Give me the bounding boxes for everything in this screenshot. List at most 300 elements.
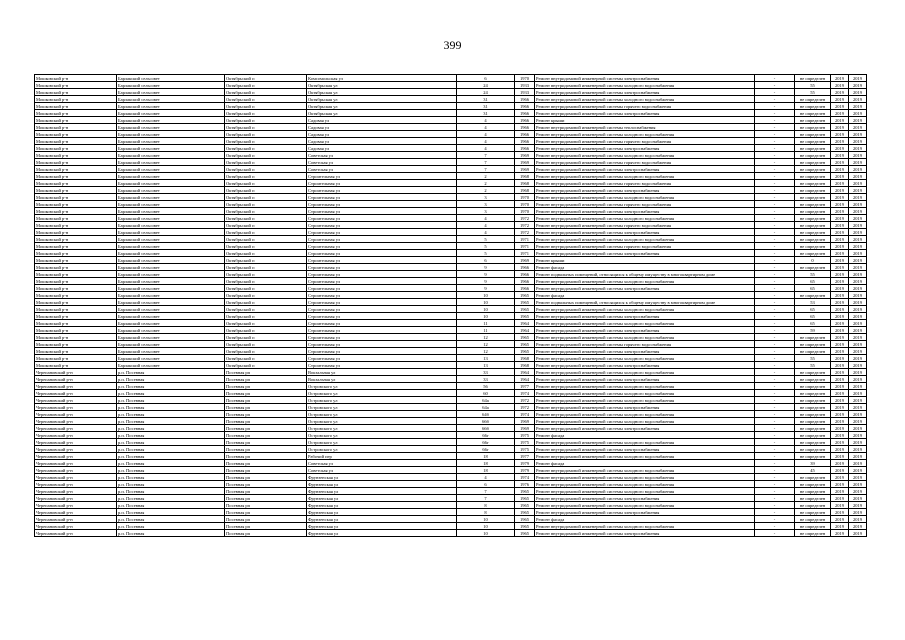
cell-year-from: 2019 bbox=[831, 285, 849, 292]
cell-street: Островского ул bbox=[307, 439, 457, 446]
cell-cost: - bbox=[755, 194, 795, 201]
cell-value: не определен bbox=[795, 243, 831, 250]
cell-year-to: 2019 bbox=[849, 341, 867, 348]
table-row bbox=[35, 474, 867, 481]
table-row bbox=[35, 320, 867, 327]
cell-street: Советская ул bbox=[307, 166, 457, 173]
cell-house: 4 bbox=[457, 474, 515, 481]
cell-work-type: Ремонт внутридомовой инженерной системы горячего водоснабжения bbox=[535, 159, 755, 166]
cell-year-to: 2019 bbox=[849, 460, 867, 467]
cell-year-from: 2019 bbox=[831, 341, 849, 348]
cell-value: не определен bbox=[795, 404, 831, 411]
cell-house: 5 bbox=[457, 250, 515, 257]
cell-house: 64а bbox=[457, 404, 515, 411]
cell-year: 1968 bbox=[515, 180, 535, 187]
cell-year: 1969 bbox=[515, 152, 535, 159]
cell-value: не определен bbox=[795, 264, 831, 271]
cell-year: 1965 bbox=[515, 306, 535, 313]
cell-district: Мошковский р-н bbox=[35, 327, 117, 334]
cell-year-to: 2019 bbox=[849, 110, 867, 117]
cell-house: 10 bbox=[457, 299, 515, 306]
table-row bbox=[35, 516, 867, 523]
cell-district: Мошковский р-н bbox=[35, 320, 117, 327]
table-row bbox=[35, 285, 867, 292]
cell-year: 1974 bbox=[515, 390, 535, 397]
cell-year-to: 2019 bbox=[849, 488, 867, 495]
cell-locality: Октябрьский п bbox=[225, 103, 307, 110]
cell-district: Мошковский р-н bbox=[35, 243, 117, 250]
cell-cost: - bbox=[755, 96, 795, 103]
cell-cost: - bbox=[755, 299, 795, 306]
cell-year-to: 2019 bbox=[849, 390, 867, 397]
cell-value: 55 bbox=[795, 89, 831, 96]
cell-locality: Октябрьский п bbox=[225, 208, 307, 215]
cell-year: 1966 bbox=[515, 110, 535, 117]
cell-district: Мошковский р-н bbox=[35, 257, 117, 264]
cell-year-from: 2019 bbox=[831, 166, 849, 173]
cell-settlement: р.п. Посевная bbox=[117, 530, 225, 537]
cell-work-type: Ремонт подвальных помещений, относящихся к общему имуществу в многоквартирном доме bbox=[535, 271, 755, 278]
cell-house: 31 bbox=[457, 96, 515, 103]
cell-settlement: Барлакский сельсовет bbox=[117, 159, 225, 166]
cell-year-from: 2019 bbox=[831, 117, 849, 124]
cell-work-type: Ремонт внутридомовой инженерной системы холодного водоснабжения bbox=[535, 173, 755, 180]
cell-locality: Октябрьский п bbox=[225, 96, 307, 103]
cell-work-type: Ремонт внутридомовой инженерной системы электроснабжения bbox=[535, 362, 755, 369]
cell-settlement: Барлакский сельсовет bbox=[117, 292, 225, 299]
cell-locality: Посевная рп bbox=[225, 376, 307, 383]
cell-district: Черепановский р-н bbox=[35, 509, 117, 516]
cell-work-type: Ремонт внутридомовой инженерной системы электроснабжения bbox=[535, 509, 755, 516]
cell-district: Черепановский р-н bbox=[35, 502, 117, 509]
table-row bbox=[35, 530, 867, 537]
cell-district: Мошковский р-н bbox=[35, 292, 117, 299]
cell-year: 1966 bbox=[515, 285, 535, 292]
cell-district: Мошковский р-н bbox=[35, 89, 117, 96]
cell-locality: Посевная рп bbox=[225, 460, 307, 467]
cell-cost: - bbox=[755, 243, 795, 250]
cell-value: не определен bbox=[795, 103, 831, 110]
cell-work-type: Ремонт внутридомовой инженерной системы электроснабжения bbox=[535, 285, 755, 292]
cell-cost: - bbox=[755, 180, 795, 187]
cell-year-from: 2019 bbox=[831, 488, 849, 495]
cell-locality: Октябрьский п bbox=[225, 145, 307, 152]
cell-street: Октябрьская ул bbox=[307, 96, 457, 103]
cell-work-type: Ремонт внутридомовой инженерной системы холодного водоснабжения bbox=[535, 418, 755, 425]
cell-cost: - bbox=[755, 201, 795, 208]
cell-work-type: Ремонт внутридомовой инженерной системы холодного водоснабжения bbox=[535, 453, 755, 460]
cell-district: Мошковский р-н bbox=[35, 166, 117, 173]
cell-cost: - bbox=[755, 159, 795, 166]
cell-cost: - bbox=[755, 488, 795, 495]
cell-year-from: 2019 bbox=[831, 439, 849, 446]
cell-district: Мошковский р-н bbox=[35, 264, 117, 271]
cell-year: 1976 bbox=[515, 481, 535, 488]
cell-year-from: 2019 bbox=[831, 502, 849, 509]
cell-year-to: 2019 bbox=[849, 180, 867, 187]
cell-cost: - bbox=[755, 453, 795, 460]
cell-year-to: 2019 bbox=[849, 124, 867, 131]
cell-cost: - bbox=[755, 229, 795, 236]
cell-locality: Октябрьский п bbox=[225, 124, 307, 131]
cell-value: не определен bbox=[795, 96, 831, 103]
cell-work-type: Ремонт внутридомовой инженерной системы горячего водоснабжения bbox=[535, 341, 755, 348]
cell-year-to: 2019 bbox=[849, 481, 867, 488]
table-row bbox=[35, 145, 867, 152]
cell-year: 1965 bbox=[515, 334, 535, 341]
cell-district: Мошковский р-н bbox=[35, 236, 117, 243]
cell-locality: Октябрьский п bbox=[225, 110, 307, 117]
cell-year-from: 2019 bbox=[831, 145, 849, 152]
cell-district: Мошковский р-н bbox=[35, 82, 117, 89]
cell-value: не определен bbox=[795, 446, 831, 453]
table-row bbox=[35, 103, 867, 110]
cell-year-from: 2019 bbox=[831, 474, 849, 481]
cell-year-to: 2019 bbox=[849, 166, 867, 173]
cell-settlement: Барлакский сельсовет bbox=[117, 362, 225, 369]
cell-year: 1966 bbox=[515, 96, 535, 103]
cell-district: Черепановский р-н bbox=[35, 523, 117, 530]
table-row bbox=[35, 138, 867, 145]
cell-work-type: Ремонт внутридомовой инженерной системы электроснабжения bbox=[535, 425, 755, 432]
cell-cost: - bbox=[755, 320, 795, 327]
cell-locality: Октябрьский п bbox=[225, 180, 307, 187]
cell-work-type: Ремонт внутридомовой инженерной системы горячего водоснабжения bbox=[535, 243, 755, 250]
cell-work-type: Ремонт внутридомовой инженерной системы электроснабжения bbox=[535, 145, 755, 152]
cell-year: 1966 bbox=[515, 264, 535, 271]
cell-cost: - bbox=[755, 460, 795, 467]
table-row bbox=[35, 215, 867, 222]
cell-value: не определен bbox=[795, 124, 831, 131]
cell-year-from: 2019 bbox=[831, 481, 849, 488]
cell-street: Вокзальная ул bbox=[307, 376, 457, 383]
cell-locality: Посевная рп bbox=[225, 474, 307, 481]
cell-locality: Посевная рп bbox=[225, 495, 307, 502]
cell-settlement: Барлакский сельсовет bbox=[117, 117, 225, 124]
cell-street: Строительная ул bbox=[307, 320, 457, 327]
capital-repair-table bbox=[34, 74, 867, 537]
table-row bbox=[35, 264, 867, 271]
cell-settlement: р.п. Посевная bbox=[117, 453, 225, 460]
cell-street: Островского ул bbox=[307, 411, 457, 418]
cell-year-from: 2019 bbox=[831, 306, 849, 313]
cell-work-type: Ремонт внутридомовой инженерной системы электроснабжения bbox=[535, 313, 755, 320]
cell-value: не определен bbox=[795, 229, 831, 236]
cell-district: Мошковский р-н bbox=[35, 124, 117, 131]
cell-year: 1972 bbox=[515, 229, 535, 236]
cell-cost: - bbox=[755, 131, 795, 138]
cell-cost: - bbox=[755, 124, 795, 131]
cell-settlement: р.п. Посевная bbox=[117, 369, 225, 376]
cell-value: 55 bbox=[795, 355, 831, 362]
cell-work-type: Ремонт внутридомовой инженерной системы горячего водоснабжения bbox=[535, 103, 755, 110]
cell-district: Мошковский р-н bbox=[35, 152, 117, 159]
cell-cost: - bbox=[755, 187, 795, 194]
cell-year: 1965 bbox=[515, 313, 535, 320]
cell-year-to: 2019 bbox=[849, 446, 867, 453]
cell-value: не определен bbox=[795, 509, 831, 516]
cell-cost: - bbox=[755, 397, 795, 404]
cell-year: 1965 bbox=[515, 523, 535, 530]
cell-year-to: 2019 bbox=[849, 222, 867, 229]
cell-district: Мошковский р-н bbox=[35, 355, 117, 362]
cell-value: не определен bbox=[795, 432, 831, 439]
cell-district: Мошковский р-н bbox=[35, 334, 117, 341]
cell-year: 1969 bbox=[515, 257, 535, 264]
cell-year: 1979 bbox=[515, 467, 535, 474]
cell-year-to: 2019 bbox=[849, 376, 867, 383]
cell-value: не определен bbox=[795, 138, 831, 145]
cell-year-to: 2019 bbox=[849, 348, 867, 355]
cell-settlement: р.п. Посевная bbox=[117, 390, 225, 397]
cell-work-type: Ремонт внутридомовой инженерной системы электроснабжения bbox=[535, 327, 755, 334]
cell-cost: - bbox=[755, 502, 795, 509]
cell-value: 65 bbox=[795, 306, 831, 313]
cell-year-to: 2019 bbox=[849, 432, 867, 439]
cell-locality: Посевная рп bbox=[225, 383, 307, 390]
cell-settlement: Барлакский сельсовет bbox=[117, 348, 225, 355]
cell-work-type: Ремонт внутридомовой инженерной системы холодного водоснабжения bbox=[535, 369, 755, 376]
cell-settlement: р.п. Посевная bbox=[117, 474, 225, 481]
cell-settlement: Барлакский сельсовет bbox=[117, 166, 225, 173]
cell-street: Фрунзенская ул bbox=[307, 516, 457, 523]
cell-year: 1933 bbox=[515, 82, 535, 89]
cell-street: Советская ул bbox=[307, 460, 457, 467]
cell-settlement: Барлакский сельсовет bbox=[117, 341, 225, 348]
cell-settlement: Барлакский сельсовет bbox=[117, 229, 225, 236]
cell-year-to: 2019 bbox=[849, 278, 867, 285]
cell-locality: Октябрьский п bbox=[225, 327, 307, 334]
cell-year: 1964 bbox=[515, 369, 535, 376]
cell-house: 4 bbox=[457, 222, 515, 229]
cell-work-type: Ремонт внутридомовой инженерной системы холодного водоснабжения bbox=[535, 523, 755, 530]
table-row bbox=[35, 327, 867, 334]
cell-work-type: Ремонт подвальных помещений, относящихся к общему имуществу в многоквартирном доме bbox=[535, 299, 755, 306]
cell-house: 2 bbox=[457, 180, 515, 187]
cell-cost: - bbox=[755, 481, 795, 488]
cell-year-from: 2019 bbox=[831, 180, 849, 187]
cell-work-type: Ремонт внутридомовой инженерной системы электроснабжения bbox=[535, 250, 755, 257]
cell-house: 13 bbox=[457, 362, 515, 369]
cell-cost: - bbox=[755, 145, 795, 152]
cell-house: 9 bbox=[457, 264, 515, 271]
cell-street: Островского ул bbox=[307, 432, 457, 439]
cell-district: Мошковский р-н bbox=[35, 145, 117, 152]
cell-cost: - bbox=[755, 285, 795, 292]
cell-house: 9 bbox=[457, 278, 515, 285]
cell-cost: - bbox=[755, 411, 795, 418]
cell-work-type: Ремонт внутридомовой инженерной системы холодного водоснабжения bbox=[535, 334, 755, 341]
cell-settlement: Барлакский сельсовет bbox=[117, 82, 225, 89]
cell-settlement: р.п. Посевная bbox=[117, 446, 225, 453]
cell-locality: Посевная рп bbox=[225, 404, 307, 411]
cell-locality: Посевная рп bbox=[225, 418, 307, 425]
cell-locality: Октябрьский п bbox=[225, 75, 307, 82]
cell-settlement: Барлакский сельсовет bbox=[117, 285, 225, 292]
cell-house: 64б bbox=[457, 411, 515, 418]
cell-district: Мошковский р-н bbox=[35, 222, 117, 229]
cell-value: 65 bbox=[795, 313, 831, 320]
cell-street: Строительная ул bbox=[307, 362, 457, 369]
cell-district: Мошковский р-н bbox=[35, 348, 117, 355]
cell-value: не определен bbox=[795, 222, 831, 229]
cell-year: 1966 bbox=[515, 145, 535, 152]
table-row bbox=[35, 495, 867, 502]
cell-year-from: 2019 bbox=[831, 362, 849, 369]
cell-work-type: Ремонт внутридомовой инженерной системы горячего водоснабжения bbox=[535, 138, 755, 145]
cell-value: не определен bbox=[795, 516, 831, 523]
cell-work-type: Ремонт внутридомовой инженерной системы электроснабжения bbox=[535, 89, 755, 96]
cell-year-from: 2019 bbox=[831, 194, 849, 201]
cell-house: 2 bbox=[457, 187, 515, 194]
cell-value: не определен bbox=[795, 187, 831, 194]
cell-work-type: Ремонт внутридомовой инженерной системы холодного водоснабжения bbox=[535, 502, 755, 509]
cell-year-to: 2019 bbox=[849, 208, 867, 215]
cell-house: 11 bbox=[457, 320, 515, 327]
cell-year-to: 2019 bbox=[849, 467, 867, 474]
cell-settlement: Барлакский сельсовет bbox=[117, 306, 225, 313]
cell-district: Черепановский р-н bbox=[35, 397, 117, 404]
cell-district: Мошковский р-н bbox=[35, 159, 117, 166]
cell-street: Садовая ул bbox=[307, 117, 457, 124]
cell-locality: Октябрьский п bbox=[225, 306, 307, 313]
cell-district: Мошковский р-н bbox=[35, 285, 117, 292]
cell-house: 4 bbox=[457, 229, 515, 236]
cell-work-type: Ремонт внутридомовой инженерной системы холодного водоснабжения bbox=[535, 355, 755, 362]
cell-locality: Октябрьский п bbox=[225, 201, 307, 208]
cell-settlement: Барлакский сельсовет bbox=[117, 313, 225, 320]
table-row bbox=[35, 201, 867, 208]
cell-year-to: 2019 bbox=[849, 131, 867, 138]
cell-work-type: Ремонт внутридомовой инженерной системы электроснабжения bbox=[535, 208, 755, 215]
cell-year-from: 2019 bbox=[831, 257, 849, 264]
cell-settlement: Барлакский сельсовет bbox=[117, 124, 225, 131]
cell-year-to: 2019 bbox=[849, 201, 867, 208]
cell-value: 39 bbox=[795, 460, 831, 467]
cell-district: Черепановский р-н bbox=[35, 425, 117, 432]
cell-locality: Октябрьский п bbox=[225, 82, 307, 89]
cell-street: Строительная ул bbox=[307, 194, 457, 201]
cell-district: Мошковский р-н bbox=[35, 341, 117, 348]
table-row bbox=[35, 229, 867, 236]
cell-year-from: 2019 bbox=[831, 264, 849, 271]
cell-year-from: 2019 bbox=[831, 453, 849, 460]
table-row bbox=[35, 348, 867, 355]
cell-year-from: 2019 bbox=[831, 320, 849, 327]
cell-house: 7 bbox=[457, 495, 515, 502]
cell-street: Строительная ул bbox=[307, 285, 457, 292]
cell-street: Строительная ул bbox=[307, 257, 457, 264]
cell-value: не определен bbox=[795, 236, 831, 243]
cell-year-from: 2019 bbox=[831, 96, 849, 103]
cell-street: Рабочий пер bbox=[307, 453, 457, 460]
cell-district: Черепановский р-н bbox=[35, 432, 117, 439]
cell-district: Мошковский р-н bbox=[35, 180, 117, 187]
cell-street: Октябрьская ул bbox=[307, 110, 457, 117]
cell-year-to: 2019 bbox=[849, 96, 867, 103]
cell-settlement: Барлакский сельсовет bbox=[117, 110, 225, 117]
cell-house: 18 bbox=[457, 467, 515, 474]
cell-locality: Октябрьский п bbox=[225, 166, 307, 173]
cell-street: Островского ул bbox=[307, 390, 457, 397]
cell-house: 18 bbox=[457, 453, 515, 460]
cell-year: 1970 bbox=[515, 201, 535, 208]
cell-value: не определен bbox=[795, 250, 831, 257]
cell-year: 1966 bbox=[515, 138, 535, 145]
cell-district: Мошковский р-н bbox=[35, 96, 117, 103]
cell-work-type: Ремонт внутридомовой инженерной системы электроснабжения bbox=[535, 495, 755, 502]
cell-cost: - bbox=[755, 327, 795, 334]
cell-cost: - bbox=[755, 467, 795, 474]
cell-house: 60 bbox=[457, 390, 515, 397]
cell-year: 1968 bbox=[515, 187, 535, 194]
cell-value: 65 bbox=[795, 278, 831, 285]
cell-work-type: Ремонт внутридомовой инженерной системы электроснабжения bbox=[535, 75, 755, 82]
cell-locality: Октябрьский п bbox=[225, 313, 307, 320]
cell-year-to: 2019 bbox=[849, 236, 867, 243]
cell-settlement: Барлакский сельсовет bbox=[117, 222, 225, 229]
cell-settlement: р.п. Посевная bbox=[117, 397, 225, 404]
cell-year-from: 2019 bbox=[831, 250, 849, 257]
cell-street: Октябрьская ул bbox=[307, 89, 457, 96]
cell-locality: Октябрьский п bbox=[225, 292, 307, 299]
cell-value: не определен bbox=[795, 166, 831, 173]
cell-year-from: 2019 bbox=[831, 411, 849, 418]
cell-cost: - bbox=[755, 432, 795, 439]
cell-year: 1966 bbox=[515, 124, 535, 131]
cell-year-to: 2019 bbox=[849, 82, 867, 89]
cell-cost: - bbox=[755, 138, 795, 145]
cell-year-from: 2019 bbox=[831, 159, 849, 166]
cell-year-to: 2019 bbox=[849, 334, 867, 341]
cell-settlement: Барлакский сельсовет bbox=[117, 355, 225, 362]
cell-year: 1970 bbox=[515, 194, 535, 201]
cell-year-from: 2019 bbox=[831, 82, 849, 89]
table-row bbox=[35, 292, 867, 299]
cell-year: 1975 bbox=[515, 439, 535, 446]
cell-year-from: 2019 bbox=[831, 523, 849, 530]
cell-year-to: 2019 bbox=[849, 89, 867, 96]
cell-work-type: Ремонт внутридомовой инженерной системы холодного водоснабжения bbox=[535, 96, 755, 103]
cell-work-type: Ремонт внутридомовой инженерной системы электроснабжения bbox=[535, 376, 755, 383]
cell-year-from: 2019 bbox=[831, 236, 849, 243]
cell-value: не определен bbox=[795, 481, 831, 488]
cell-settlement: р.п. Посевная bbox=[117, 467, 225, 474]
cell-cost: - bbox=[755, 523, 795, 530]
cell-cost: - bbox=[755, 75, 795, 82]
cell-value: не определен bbox=[795, 383, 831, 390]
cell-locality: Посевная рп bbox=[225, 397, 307, 404]
table-row bbox=[35, 404, 867, 411]
cell-value: не определен bbox=[795, 418, 831, 425]
cell-value: не определен bbox=[795, 348, 831, 355]
cell-house: 6 bbox=[457, 257, 515, 264]
cell-year-from: 2019 bbox=[831, 138, 849, 145]
cell-cost: - bbox=[755, 82, 795, 89]
cell-district: Мошковский р-н bbox=[35, 131, 117, 138]
cell-house: 4 bbox=[457, 215, 515, 222]
cell-cost: - bbox=[755, 383, 795, 390]
cell-year-from: 2019 bbox=[831, 292, 849, 299]
cell-year-to: 2019 bbox=[849, 250, 867, 257]
cell-cost: - bbox=[755, 271, 795, 278]
cell-work-type: Ремонт внутридомовой инженерной системы горячего водоснабжения bbox=[535, 180, 755, 187]
cell-value: 53 bbox=[795, 299, 831, 306]
cell-settlement: р.п. Посевная bbox=[117, 516, 225, 523]
cell-work-type: Ремонт внутридомовой инженерной системы холодного водоснабжения bbox=[535, 474, 755, 481]
cell-house: 7 bbox=[457, 152, 515, 159]
cell-cost: - bbox=[755, 418, 795, 425]
